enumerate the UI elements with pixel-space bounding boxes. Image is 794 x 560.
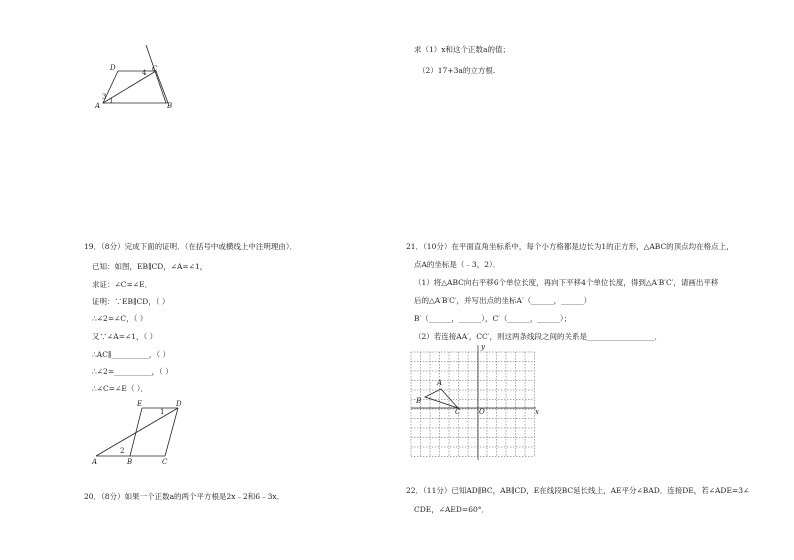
label-d: D xyxy=(110,64,116,72)
label-e: E xyxy=(137,400,143,408)
label-o: O xyxy=(479,408,485,416)
label-a: A xyxy=(437,379,443,387)
q21-line5: B′（______，______），C′（______，______）； xyxy=(414,314,572,323)
label-c: C xyxy=(152,65,158,73)
q21-line6: （2）若连接AA′，CC′，则这两条线段之间的关系是__________________． xyxy=(414,332,662,341)
q19-proof-line3: 又∵∠A=∠1，（ ） xyxy=(92,332,158,341)
q21-line2: 点A的坐标是（﹣3，2）． xyxy=(414,260,501,269)
y-axis-label: y xyxy=(481,343,485,351)
angle-label-1: 1 xyxy=(160,408,165,416)
label-d: D xyxy=(176,400,182,408)
q22-line1: 22．（11分）已知AD∥BC，AB∥CD，E在线段BC延长线上，AE平分∠BAD．连接DE，若∠ADE=3∠ xyxy=(406,486,750,495)
q19-proof-line6: ∴∠C=∠E（ ）． xyxy=(92,384,148,393)
grid-lines xyxy=(411,352,535,457)
q19-title: 19．（8分）完成下面的证明．（在括号中或横线上中注明理由）． xyxy=(84,242,298,251)
angle-label-3: 3 xyxy=(102,93,107,101)
q19-given: 已知：如图，EB∥CD，∠A=∠1， xyxy=(92,262,208,271)
q19-proof-line5: ∴∠2=__________，（ ） xyxy=(92,367,173,376)
label-c: C xyxy=(162,458,168,466)
q22-line2: CDE，∠AED=60°． xyxy=(414,505,489,514)
x-axis-label: x xyxy=(535,408,539,416)
q21-line4: 后的△A′B′C′，并写出点的坐标A′（______，______） xyxy=(414,296,592,305)
q19-proof-line4: ∴AC∥__________，（ ） xyxy=(92,350,171,359)
q19-proof-line2: ∴∠2=∠C，（ ） xyxy=(92,314,148,323)
label-b: B xyxy=(167,102,173,110)
angle-label-1: 1 xyxy=(109,97,114,105)
label-b: B xyxy=(416,397,422,405)
q19-prove: 求证：∠C=∠E． xyxy=(92,280,153,289)
label-a: A xyxy=(95,102,101,110)
label-a: A xyxy=(92,458,98,466)
q20-continuation-line2: （2）17+3a的立方根. xyxy=(418,66,496,75)
q20-continuation-line1: 求（1）x和这个正数a的值； xyxy=(414,45,510,54)
label-b: B xyxy=(127,458,133,466)
q19-proof-line1: 证明：∵EB∥CD，（ ） xyxy=(92,297,170,306)
q21-line1: 21．（10分）在平面直角坐标系中，每个小方格都是边长为1的正方形，△ABC的顶点均在格点上， xyxy=(406,242,734,251)
q21-line3: （1）将△ABC向右平移6个单位长度，再向下平移4个单位长度，得到△A′B′C′，请画出平移 xyxy=(414,278,719,287)
q20-text: 20．（8分）如果一个正数a的两个平方根是2x﹣2和6﹣3x． xyxy=(84,492,285,501)
label-c: C xyxy=(455,408,461,416)
angle-label-4: 4 xyxy=(142,69,147,77)
angle-label-2: 2 xyxy=(120,447,125,455)
